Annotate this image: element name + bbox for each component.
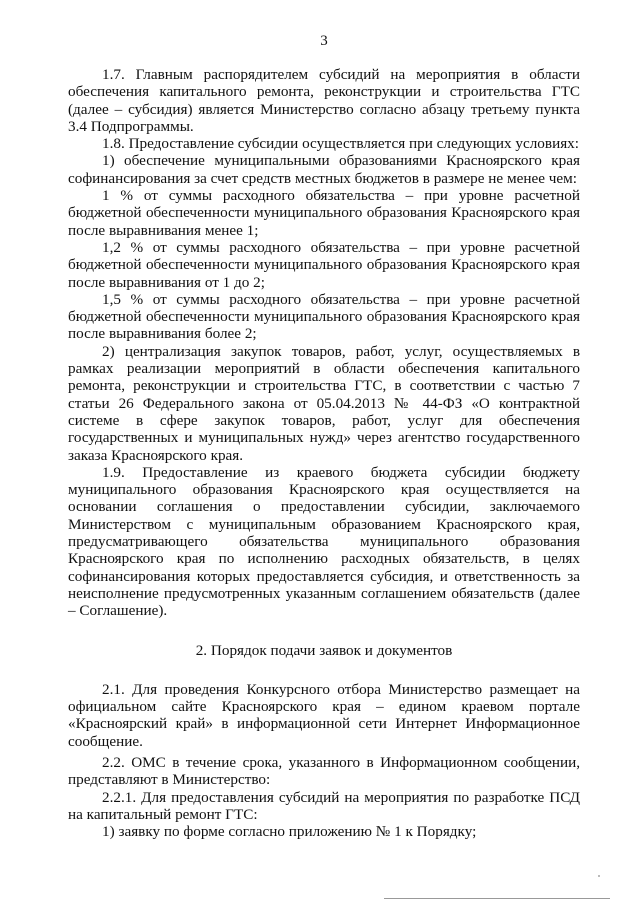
bottom-rule xyxy=(384,898,610,899)
paragraph-1-9: 1.9. Предоставление из краевого бюджета субсидии бюджету муниципального образования Красноярского края осуществляется на основании соглашения о предоставлении субсидии, заключаемого Министерством с муниципальным образованием Красноярского края, предусматривающего обязательства муниципального образования Красноярского края по исполнению расходных обязательств, в целях софинансирования которых предоставляется субсидия, и ответственность за неисполнение предусмотренных указанным соглашением обязательств (далее – Соглашение). xyxy=(68,463,580,620)
list-item-1: 1) заявку по форме согласно приложению № 1 к Порядку; xyxy=(102,823,477,841)
condition-2: 2) централизация закупок товаров, работ, услуг, осуществляемых в рамках реализации мероприятий в области обеспечения капитального ремонта, реконструкции и строительства ГТС, в соответствии с частью 7 статьи 26 Федерального закона от 05.04.2013 № 44-ФЗ «О контрактной системе в сфере закупок товаров, работ, услуг для обеспечения государственных и муниципальных нужд» через агентство государственного заказа Красноярского края. xyxy=(68,342,580,464)
rate-1-percent: 1 % от суммы расходного обязательства – при уровне расчетной бюджетной обеспеченности муниципального образования Красноярского края после выравнивания менее 1; xyxy=(68,187,580,239)
page-number: 3 xyxy=(320,33,328,49)
section-2-body xyxy=(68,681,580,841)
paragraph-2-1: 2.1. Для проведения Конкурсного отбора Министерство размещает на официальном сайте Красноярского края – едином краевом портале «Красноярский край» в информационной сети Интернет Информационное сообщение. xyxy=(68,680,580,750)
paragraph-1-8: 1.8. Предоставление субсидии осуществляется при следующих условиях: xyxy=(102,135,579,153)
rate-1-2-percent: 1,2 % от суммы расходного обязательства – при уровне расчетной бюджетной обеспеченности муниципального образования Красноярского края после выравнивания от 1 до 2; xyxy=(68,238,580,291)
section-2-heading: 2. Порядок подачи заявок и документов xyxy=(195,641,453,659)
rate-1-5-percent: 1,5 % от суммы расходного обязательства – при уровне расчетной бюджетной обеспеченности муниципального образования Красноярского края после выравнивания более 2; xyxy=(68,290,580,343)
paragraph-2-2-1: 2.2.1. Для предоставления субсидий на мероприятия по разработке ПСД на капитальный ремонт ГТС: xyxy=(68,788,580,823)
section-1-body xyxy=(68,66,580,620)
scan-speck xyxy=(598,875,600,877)
paragraph-2-2: 2.2. ОМС в течение срока, указанного в Информационном сообщении, представляют в Министерство: xyxy=(68,753,580,789)
condition-1: 1) обеспечение муниципальными образованиями Красноярского края софинансирования за счет средств местных бюджетов в размере не менее чем: xyxy=(68,152,580,187)
paragraph-1-7: 1.7. Главным распорядителем субсидий на мероприятия в области обеспечения капитального ремонта, реконструкции и строительства ГТС (далее – субсидия) является Министерство согласно абзацу третьему пункта 3.4 Подпрограммы. xyxy=(68,66,580,135)
